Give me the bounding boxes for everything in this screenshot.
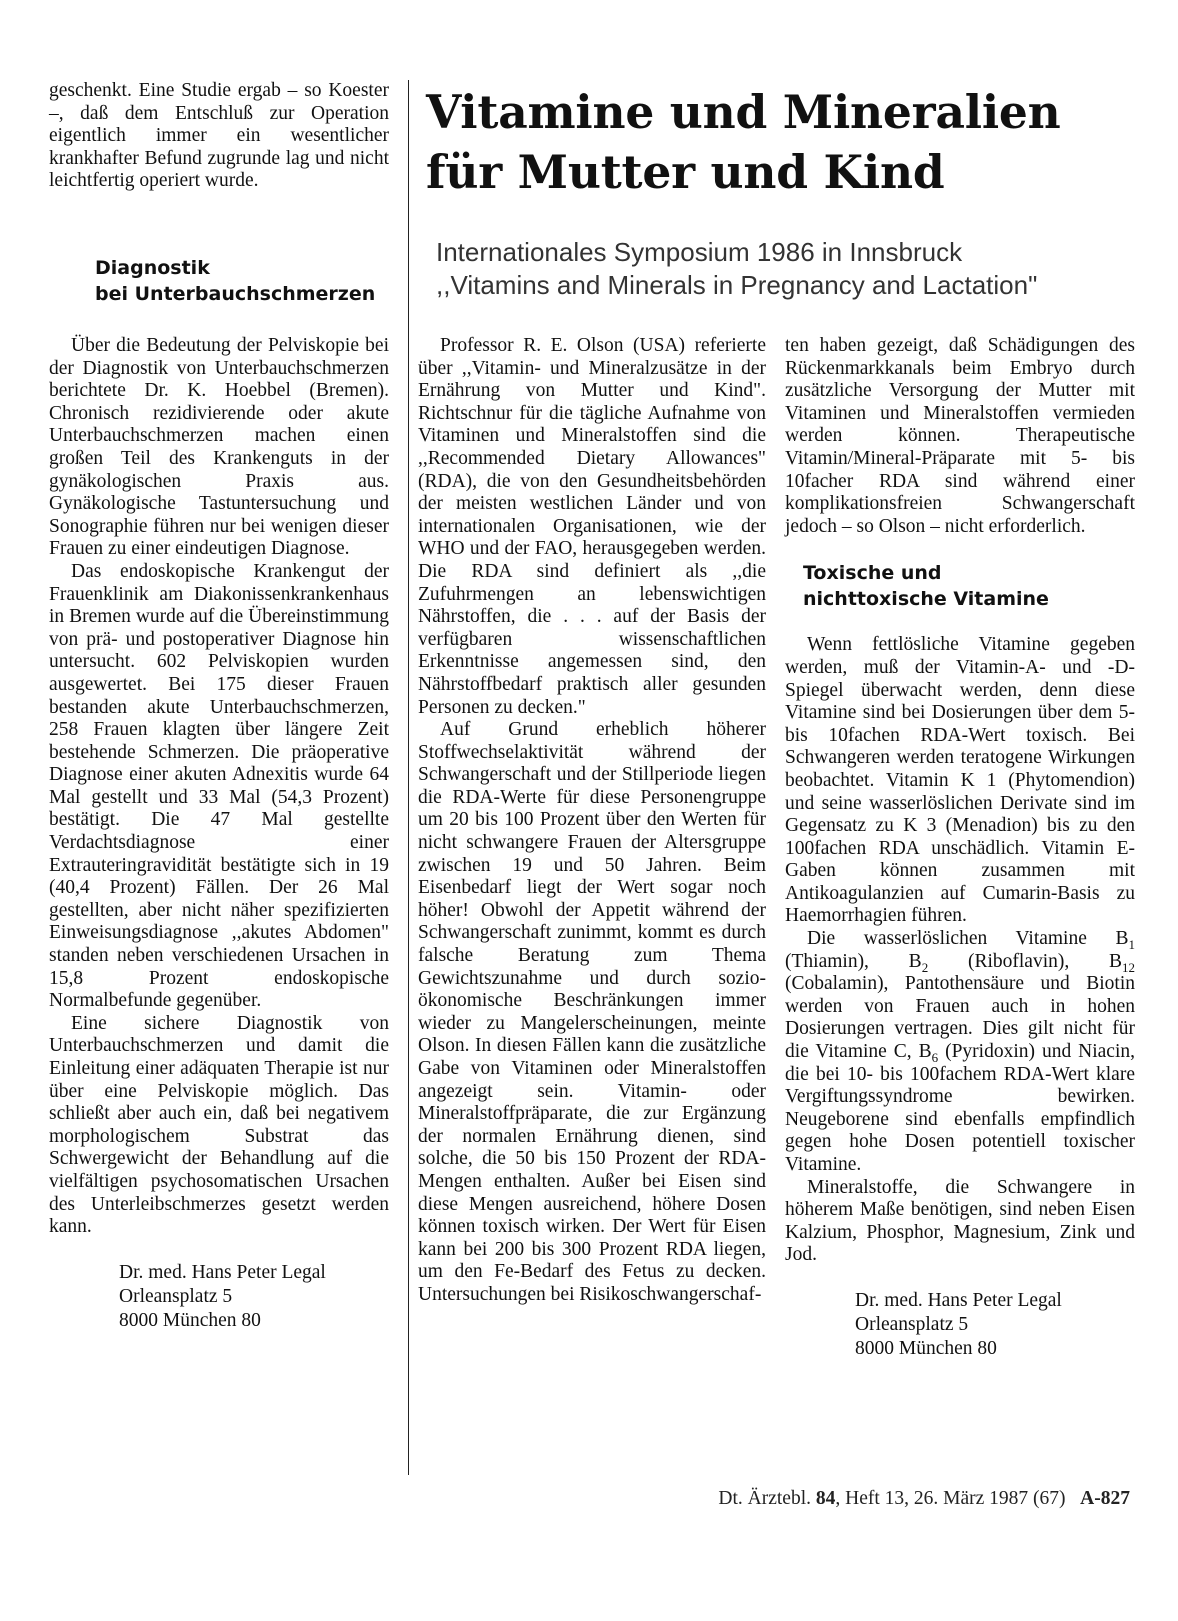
journal-volume: 84 bbox=[815, 1488, 836, 1509]
article-subtitle: Internationales Symposium 1986 in Innsbruck ,,Vitamins and Minerals in Pregnancy and Lactation" bbox=[436, 237, 1038, 300]
left-column-intro bbox=[49, 80, 389, 193]
section-heading-diagnostik: Diagnostik bei Unterbauchschmerzen bbox=[95, 257, 376, 305]
body-paragraph: Mineralstoffe, die Schwangere in höherem Maße benötigen, sind neben Eisen Kalzium, Phosphor, Magnesium, Zink und Jod. bbox=[785, 1176, 1135, 1266]
middle-column bbox=[418, 335, 766, 1307]
body-paragraph: Eine sichere Diagnostik von Unterbauchschmerzen und damit die Einleitung einer adäquaten Therapie ist nur über eine Pelviskopie möglich. Das schließt aber auch ein, daß bei negativem morphologischem Substrat das Schwergewicht der Behandlung auf die vielfältigen psychosomatischen Ursachen des Unterleibschmerzes gesetzt werden kann. bbox=[49, 1012, 389, 1238]
body-paragraph: Das endoskopische Krankengut der Frauenklinik am Diakonissenkrankenhaus in Bremen wurde auf die Übereinstimmung von prä- und postoperativer Diagnose hin untersucht. 602 Pelviskopien wurden ausgewertet. Bei 175 dieser Frauen bestanden akute Unterbauchschmerzen, 258 Frauen klagten über längere Zeit bestehende Schmerzen. Die präoperative Diagnose einer akuten Adnexitis wurde 64 Mal gestellt und 33 Mal (54,3 Prozent) bestätigt. Die 47 Mal gestellte Verdachtsdiagnose einer Extrauteringravidität bestätigte sich in 19 (40,4 Prozent) Fällen. Der 26 Mal gestellten, aber nicht näher spezifizierten Einweisungsdiagnose ,,akutes Abdomen" standen neben verschiedenen Ursachen in 15,8 Prozent endoskopische Normalbefunde gegenüber. bbox=[49, 560, 389, 1012]
body-paragraph: Auf Grund erheblich höherer Stoffwechselaktivität während der Schwangerschaft und der Stillperiode liegen die RDA-Werte für diese Personengruppe um 20 bis 100 Prozent über den Werten für nicht schwangere Frauen der Altersgruppe zwischen 19 und 50 Jahren. Beim Eisenbedarf liegt der Wert sogar noch höher! Obwohl der Appetit während der Schwangerschaft zunimmt, kommt es durch falsche Beratung zum Thema Gewichtszunahme und durch sozio-ökonomische Beschränkungen immer wieder zu Mangelerscheinungen, meinte Olson. In diesen Fällen kann die zusätzliche Gabe von Vitaminen oder Mineralstoffen angezeigt sein. Vitamin- oder Mineralstoffpräparate, die zur Ergänzung der normalen Ernährung dienen, sind solche, die 50 bis 150 Prozent der RDA-Mengen enthalten. Außer bei Eisen sind diese Mengen ausreichend, höhere Dosen können toxisch wirken. Der Wert für Eisen kann bei 200 bis 300 Prozent RDA liegen, um den Fe-Bedarf des Fetus zu decken. Untersuchungen bei Risikoschwangerschaf- bbox=[418, 719, 766, 1305]
body-paragraph: Über die Bedeutung der Pelviskopie bei der Diagnostik von Unterbauchschmerzen berichtete Dr. K. Hoebbel (Bremen). Chronisch rezidivierende oder akute Unterbauchschmerzen machen einen großen Teil des Krankenguts in der gynäkologischen Praxis aus. Gynäkologische Tastuntersuchung und Sonographie führen nur bei wenigen dieser Frauen zu einer eindeutigen Diagnose. bbox=[49, 335, 389, 560]
page-number: A-827 bbox=[1080, 1488, 1130, 1509]
body-paragraph: Die wasserlöslichen Vitamine $B_1$ (Thiamin), $B_2$ (Riboflavin), $B_{12}$ (Cobalamin), Pantothensäure und Biotin werden von Frauen auch in hohen Dosierungen vertragen. Dies gilt nicht für die Vitamine C, $B_6$ (Pyridoxin) und Niacin, die bei 10- bis 100fachem RDA-Wert klare Vergiftungssyndrome bewirken. Neugeborene sind ebenfalls empfindlich gegen hohe Dosen potentiell toxischer Vitamine. bbox=[785, 928, 1135, 1175]
journal-name: Dt. Ärztebl. bbox=[718, 1488, 812, 1509]
author-address: Dr. med. Hans Peter Legal Orleansplatz 5 8000 München 80 bbox=[119, 1261, 326, 1331]
intro-paragraph: geschenkt. Eine Studie ergab – so Koester –, daß dem Entschluß zur Operation eigentlich immer ein wesentlicher krankhafter Befund zugrunde lag und nicht leichtfertig operiert wurde. bbox=[49, 80, 389, 192]
page-footer bbox=[600, 1488, 1130, 1510]
body-paragraph: Wenn fettlösliche Vitamine gegeben werden, muß der Vitamin-A- und -D-Spiegel überwacht werden, denn diese Vitamine sind bei Dosierungen über dem 5- bis 10fachen RDA-Wert toxisch. Bei Schwangeren werden teratogene Wirkungen beobachtet. Vitamin K 1 (Phytomendion) und seine wasserlöslichen Derivate sind im Gegensatz zu K 3 (Menadion) bis zu den 100fachen RDA unschädlich. Vitamin E-Gaben können zusammen mit Antikoagulanzien auf Cumarin-Basis zu Haemorrhagien führen. bbox=[785, 634, 1135, 927]
column-divider bbox=[408, 80, 409, 1475]
left-column-body bbox=[49, 335, 389, 1333]
section-heading-toxische-vitamine: Toxische und nichttoxische Vitamine bbox=[803, 562, 1049, 611]
author-address: Dr. med. Hans Peter Legal Orleansplatz 5 8000 München 80 bbox=[855, 1289, 1062, 1359]
body-paragraph: Professor R. E. Olson (USA) referierte über ,,Vitamin- und Mineralzusätze in der Ernährung von Mutter und Kind". Richtschnur für die tägliche Aufnahme von Vitaminen und Mineralstoffen sind die ,,Recommended Dietary Allowances" (RDA), die von den Gesundheitsbehörden der meisten westlichen Länder und von internationalen Organisationen, wie der WHO und der FAO, herausgegeben werden. Die RDA sind definiert als ,,die Zufuhrmengen an lebenswichtigen Nährstoffen, die . . . auf der Basis der verfügbaren wissenschaftlichen Erkenntnisse angemessen sind, den Nährstoffbedarf praktisch aller gesunden Personen zu decken." bbox=[418, 335, 766, 718]
article-title: Vitamine und Mineralien für Mutter und Kind bbox=[426, 85, 1061, 199]
right-column bbox=[785, 335, 1135, 1361]
journal-issue: , Heft 13, 26. März 1987 (67) bbox=[835, 1488, 1066, 1509]
body-paragraph: ten haben gezeigt, daß Schädigungen des Rückenmarkkanals beim Embryo durch zusätzliche Versorgung der Mutter mit Vitaminen und Mineralstoffen vermieden werden können. Therapeutische Vitamin/Mineral-Präparate mit 5- bis 10facher RDA sind während einer komplikationsfreien Schwangerschaft jedoch – so Olson – nicht erforderlich. bbox=[785, 335, 1135, 537]
